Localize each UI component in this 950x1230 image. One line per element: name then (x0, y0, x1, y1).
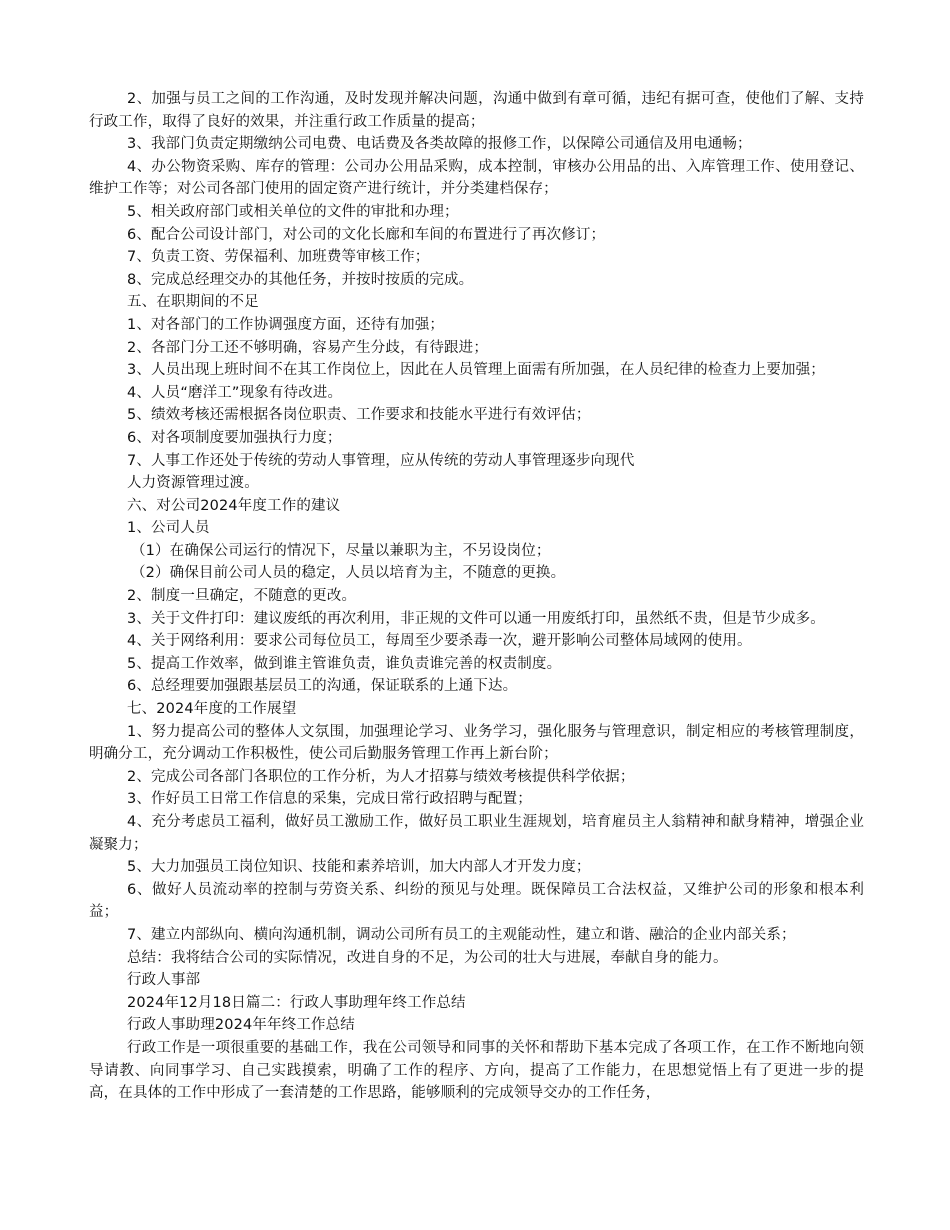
paragraph: 1、对各部门的工作协调强度方面，还待有加强； (127, 316, 445, 333)
paragraph: 3、关于文件打印：建议废纸的再次利用，非正规的文件可以通一用废纸打印，虽然纸不贵，但是节少成多。 (127, 610, 825, 627)
paragraph: 3、作好员工日常工作信息的采集，完成日常行政招聘与配置； (127, 791, 532, 808)
paragraph: 6、对各项制度要加强执行力度； (127, 429, 342, 446)
section-heading: 六、对公司2024年度工作的建议 (127, 497, 341, 514)
paragraph: 7、人事工作还处于传统的劳动人事管理，应从传统的劳动人事管理逐步向现代 (127, 452, 635, 469)
paragraph: 7、建立内部纵向、横向沟通机制，调动公司所有员工的主观能动性，建立和谐、融洽的企业内部关系； (127, 926, 796, 943)
paragraph: 行政工作是一项很重要的基础工作，我在公司领导和同事的关怀和帮助下基本完成了各项工作，在工作不断地向领导请教、向同事学习、自己实践摸索，明确了工作的程序、方向，提高了工作能力，在思想觉悟上有了更进一步的提高，在具体的工作中形成了一套清楚的工作思路，能够顺利的完成领导交办的工作任务， (89, 1039, 864, 1102)
paragraph: 3、人员出现上班时间不在其工作岗位上，因此在人员管理上面需有所加强，在人员纪律的检查力上要加强； (127, 362, 825, 379)
paragraph: （1）在确保公司运行的情况下，尽量以兼职为主，不另设岗位； (131, 542, 551, 559)
paragraph: 6、做好人员流动率的控制与劳资关系、纠纷的预见与处理。既保障员工合法权益，又维护公司的形象和根本利益； (89, 881, 864, 921)
paragraph: 5、提高工作效率，做到谁主管谁负责，谁负责谁完善的权责制度。 (127, 655, 562, 672)
paragraph: 5、绩效考核还需根据各岗位职责、工作要求和技能水平进行有效评估； (127, 407, 591, 424)
paragraph: 4、充分考虑员工福利，做好员工激励工作，做好员工职业生涯规划，培育雇员主人翁精神和献身精神，增强企业凝聚力； (89, 814, 864, 853)
paragraph: 3、我部门负责定期缴纳公司电费、电话费及各类故障的报修工作，以保障公司通信及用电通畅； (127, 136, 752, 153)
summary-paragraph: 总结：我将结合公司的实际情况，改进自身的不足，为公司的壮大与进展，奉献自身的能力。 (127, 949, 728, 966)
paragraph: 2、完成公司各部门各职位的工作分析，为人才招募与绩效考核提供科学依据； (127, 768, 635, 785)
paragraph: 8、完成总经理交办的其他任务，并按时按质的完成。 (127, 271, 474, 288)
paragraph: 2、各部门分工还不够明确，容易产生分歧，有待跟进； (127, 339, 488, 356)
paragraph: 4、关于网络利用：要求公司每位员工，每周至少要杀毒一次，避开影响公司整体局域网的使用。 (127, 633, 752, 650)
paragraph: 人力资源管理过渡。 (127, 475, 259, 492)
paragraph: 1、公司人员 (127, 520, 210, 537)
paragraph: 6、配合公司设计部门，对公司的文化长廊和车间的布置进行了再次修订； (127, 226, 606, 243)
paragraph: 1、努力提高公司的整体人文氛围，加强理论学习、业务学习，强化服务与管理意识，制定相应的考核管理制度，明确分工，充分调动工作积极性，使公司后勤服务管理工作再上新台阶； (89, 723, 864, 763)
document-title: 行政人事助理2024年年终工作总结 (127, 1017, 355, 1034)
paragraph: 2、制度一旦确定，不随意的更改。 (127, 588, 357, 605)
paragraph: 4、办公物资采购、库存的管理：公司办公用品采购，成本控制，审核办公用品的出、入库管理工作、使用登记、维护工作等；对公司各部门使用的固定资产进行统计，并分类建档保存； (89, 158, 864, 198)
paragraph: 2、加强与员工之间的工作沟通，及时发现并解决问题，沟通中做到有章可循，违纪有据可查，使他们了解、支持行政工作，取得了良好的效果，并注重行政工作质量的提高； (89, 91, 864, 130)
department-signature: 行政人事部 (127, 972, 201, 989)
date-line: 2024年12月18日篇二：行政人事助理年终工作总结 (127, 994, 466, 1011)
paragraph: 5、相关政府部门或相关单位的文件的审批和办理； (127, 203, 459, 220)
paragraph: 5、大力加强员工岗位知识、技能和素养培训，加大内部人才开发力度； (127, 859, 591, 876)
section-heading: 五、在职期间的不足 (127, 294, 259, 311)
document-body (89, 88, 864, 1105)
section-heading: 七、2024年度的工作展望 (127, 701, 297, 718)
paragraph: 6、总经理要加强跟基层员工的沟通，保证联系的上通下达。 (127, 678, 518, 695)
paragraph: 7、负责工资、劳保福利、加班费等审核工作； (127, 249, 430, 266)
paragraph: （2）确保目前公司人员的稳定，人员以培育为主，不随意的更换。 (131, 565, 566, 582)
paragraph: 4、人员“磨洋工”现象有待改进。 (127, 384, 343, 401)
